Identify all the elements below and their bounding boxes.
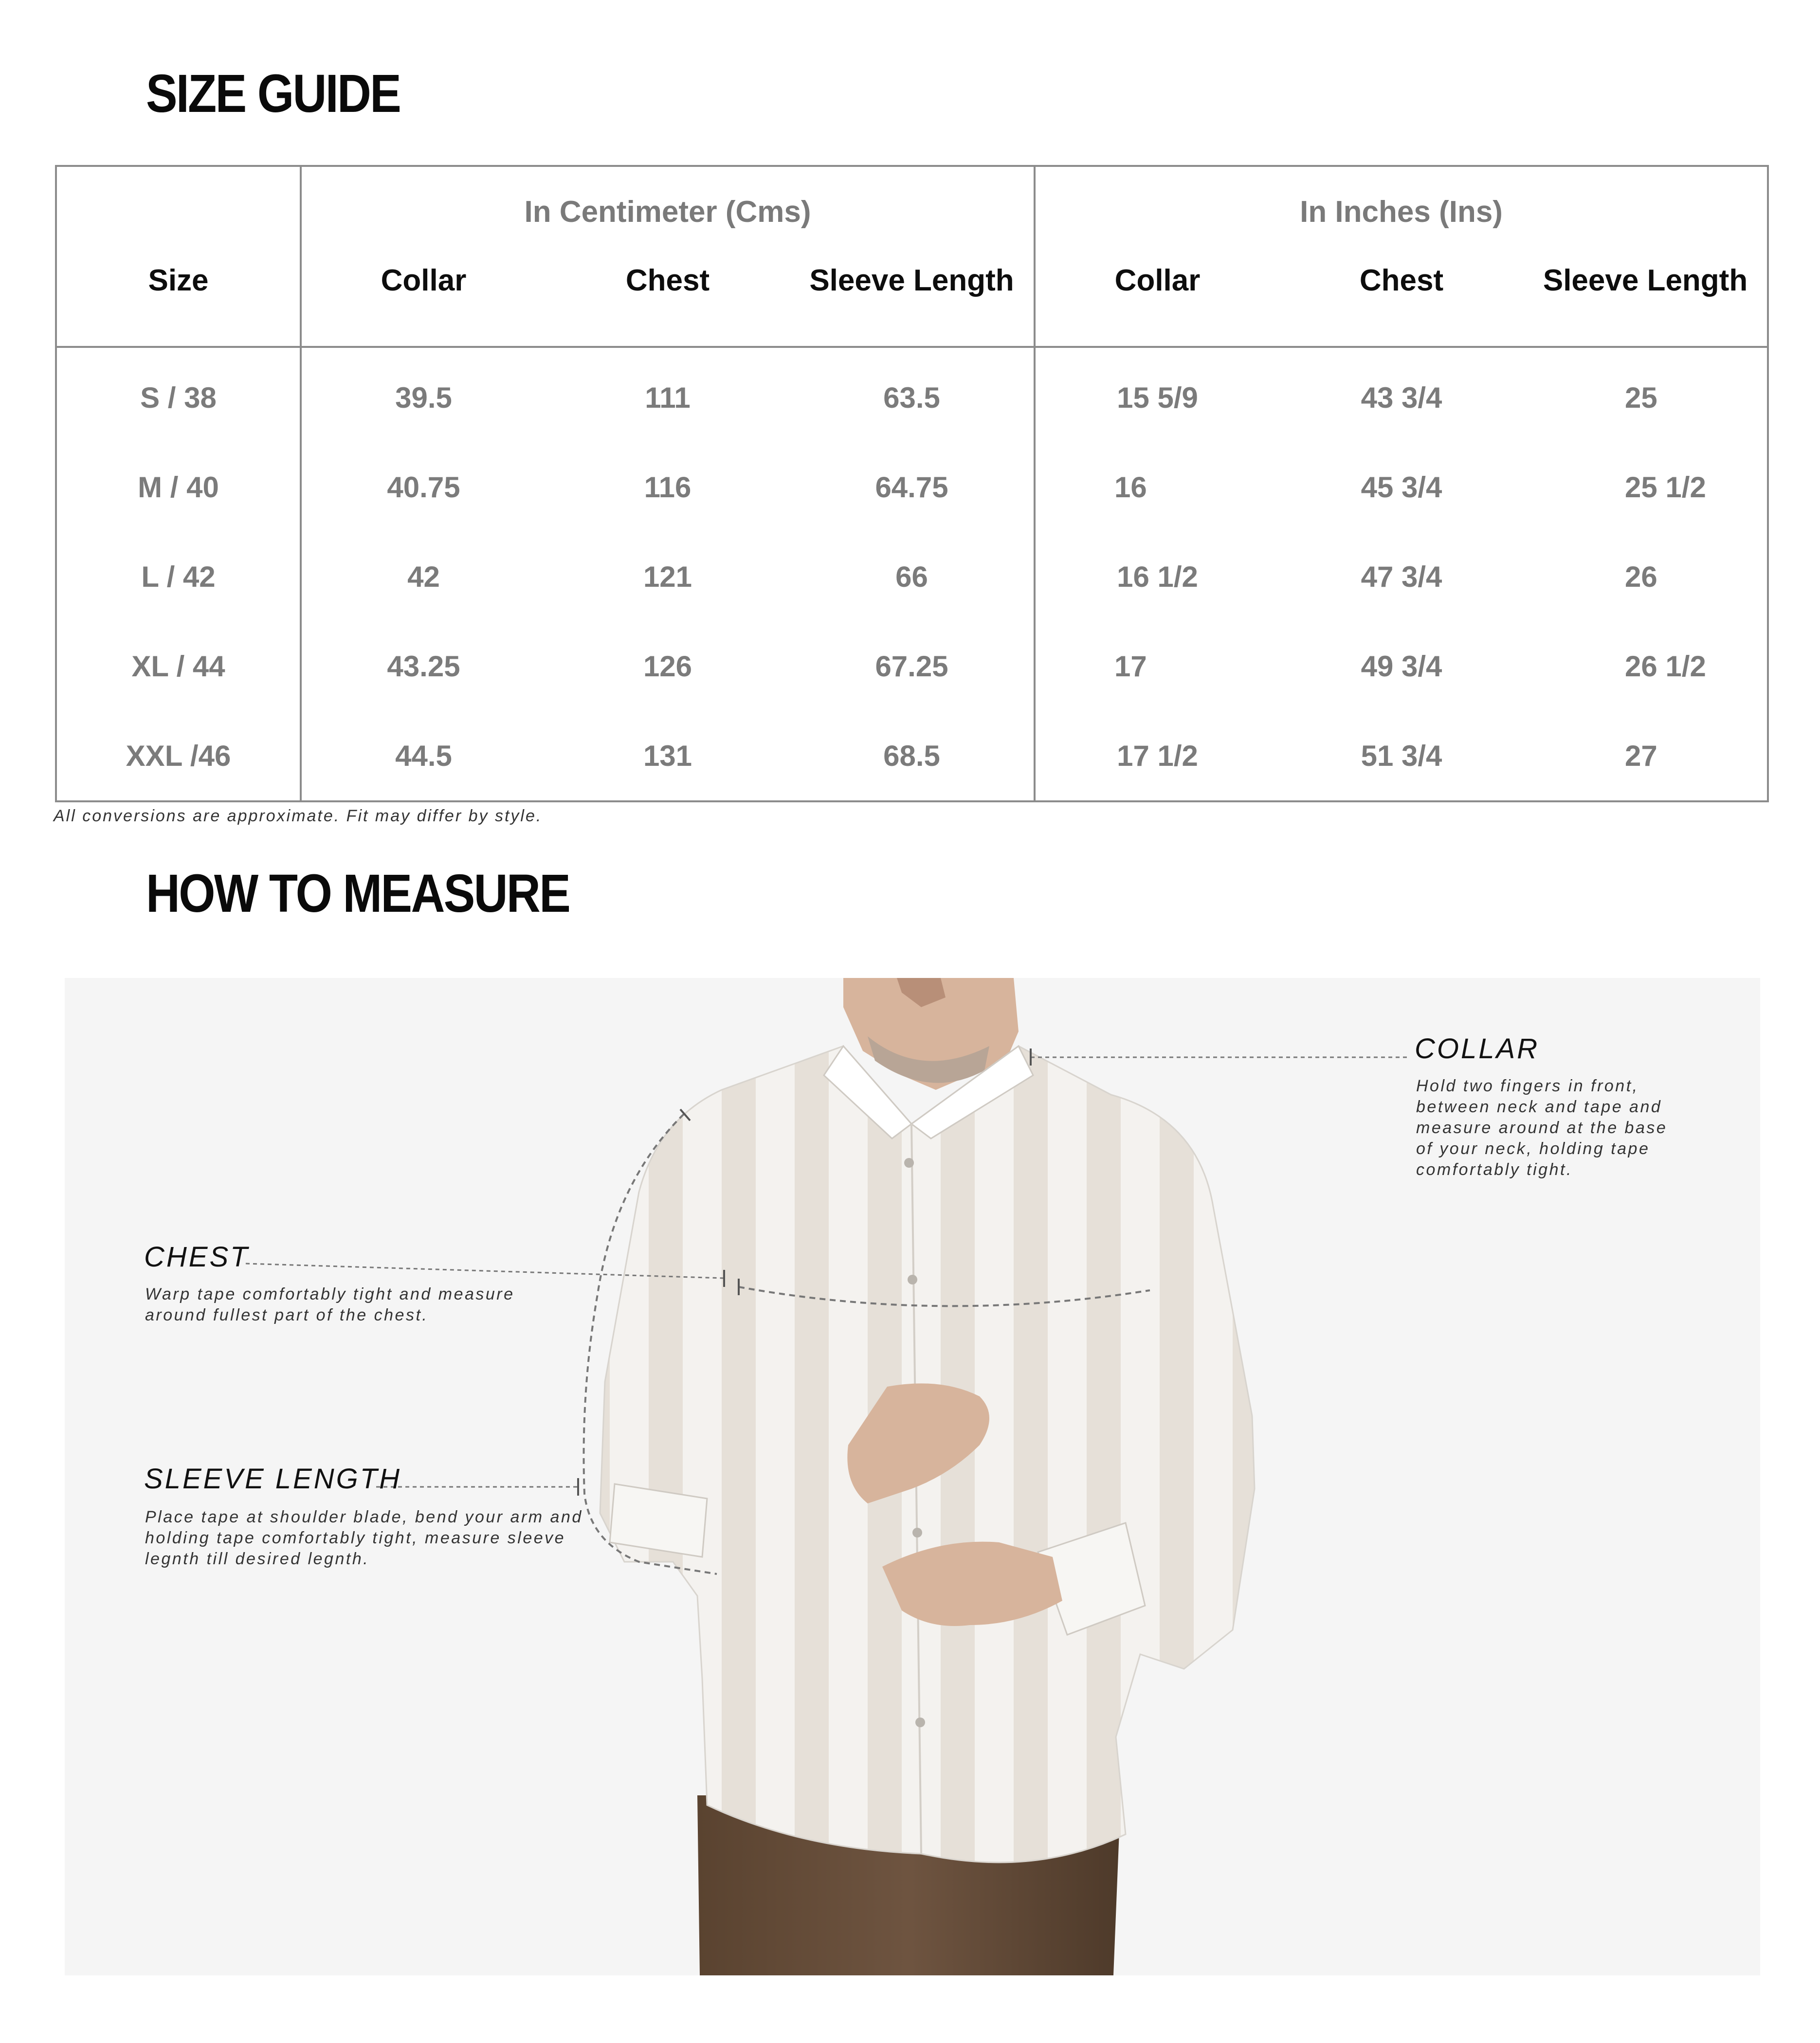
collar-cm-cell: 42 [407,560,440,593]
sleeve-cm-cell: 68.5 [790,711,1035,801]
chest-in-cell: 47 3/4 [1361,560,1442,593]
size-cell: S / 38 [56,347,301,442]
collar-in-cell: 16 1/2 [1117,560,1198,593]
sleeve-cm-cell: 64.75 [790,442,1035,532]
chest-cm-cell: 131 [643,739,692,772]
table-row [56,532,1768,621]
column-header-collar-cm: Collar [301,234,546,347]
empty-header-cell [56,166,301,234]
collar-in-cell: 17 [1114,650,1147,683]
column-header-chest-in: Chest [1279,234,1524,347]
size-guide-title: SIZE GUIDE [146,64,400,124]
sleeve-in-cell: 25 [1625,381,1657,414]
chest-in-cell: 51 3/4 [1361,739,1442,772]
size-cell: XL / 44 [56,621,301,711]
chest-in-cell: 45 3/4 [1361,470,1442,504]
how-to-measure-title: HOW TO MEASURE [146,864,570,923]
collar-in-cell: 17 1/2 [1117,739,1198,772]
chest-in-cell: 43 3/4 [1361,381,1442,414]
sleeve-in-cell: 27 [1625,739,1657,772]
chest-in-cell: 49 3/4 [1361,650,1442,683]
chest-cm-cell: 121 [643,560,692,593]
group-header-cm: In Centimeter (Cms) [301,166,1035,234]
column-header-sleeve-in: Sleeve Length [1524,234,1768,347]
sleeve-in-cell: 26 1/2 [1625,650,1706,683]
chest-cm-cell: 116 [644,470,692,504]
sleeve-cm-cell: 66 [790,532,1035,621]
collar-description: Hold two fingers in front, between neck and tape and measure around at the base of your neck, holding tape comfortably tight. [1416,1077,1668,1179]
sleeve-in-cell: 25 1/2 [1625,470,1706,504]
collar-label: COLLAR [1415,1033,1540,1065]
sleeve-cm-cell: 63.5 [790,347,1035,442]
sleeve-cm-cell: 67.25 [790,621,1035,711]
sleeve-length-description: Place tape at shoulder blade, bend your arm and holding tape comfortably tight, measure sleeve legnth till desired legnth. [145,1508,583,1568]
size-cell: XXL /46 [56,711,301,801]
collar-cm-cell: 44.5 [395,739,452,772]
chest-description: Warp tape comfortably tight and measure around fullest part of the chest. [145,1285,515,1324]
size-cell: L / 42 [56,532,301,621]
group-header-inches: In Inches (Ins) [1300,195,1503,229]
column-header-sleeve-cm: Sleeve Length [790,234,1035,347]
collar-cm-cell: 40.75 [387,470,460,504]
chest-cm-cell: 111 [645,381,691,414]
collar-in-cell: 16 [1114,470,1147,504]
measurement-illustration [65,978,1760,1975]
size-table [55,165,1769,802]
table-row [56,711,1768,801]
sleeve-length-label: SLEEVE LENGTH [144,1463,402,1495]
column-header-chest-cm: Chest [546,234,790,347]
table-row [56,347,1768,442]
conversion-note: All conversions are approximate. Fit may differ by style. [54,807,543,825]
sleeve-in-cell: 26 [1625,560,1657,593]
collar-cm-cell: 39.5 [395,381,452,414]
table-row [56,442,1768,532]
column-header-collar-in: Collar [1035,234,1279,347]
table-row [56,621,1768,711]
column-header-size: Size [56,234,301,347]
size-cell: M / 40 [56,442,301,532]
collar-cm-cell: 43.25 [387,650,460,683]
chest-label: CHEST [144,1241,250,1273]
collar-in-cell: 15 5/9 [1117,381,1198,414]
chest-cm-cell: 126 [643,650,692,683]
